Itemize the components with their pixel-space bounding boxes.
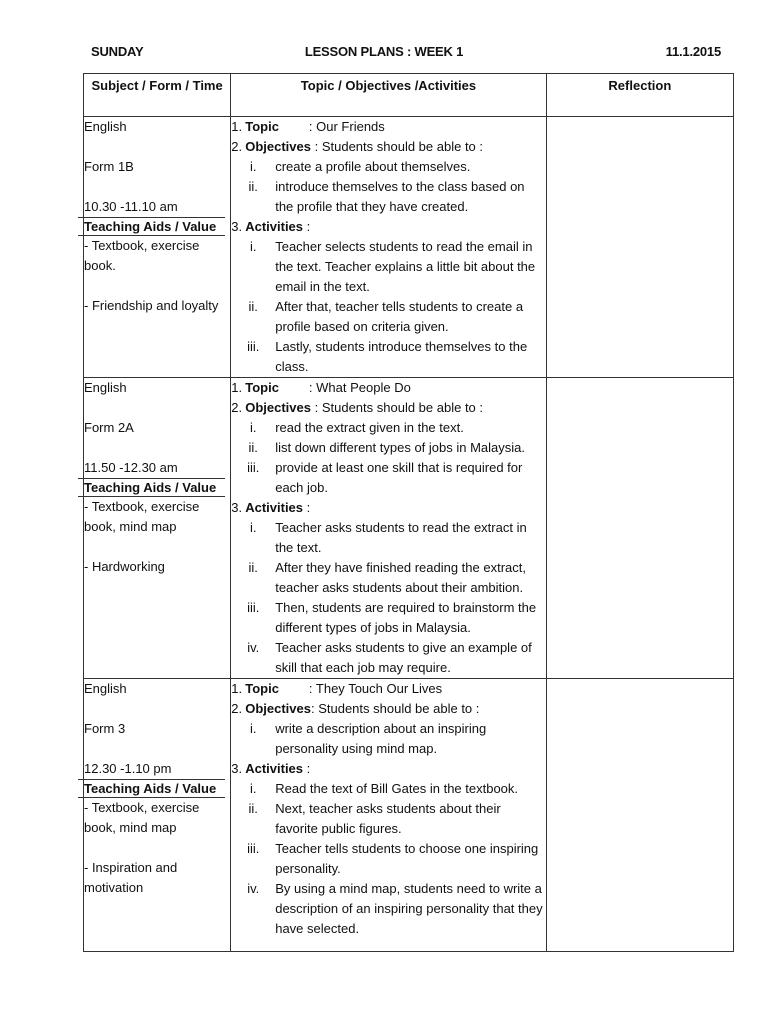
value-text: - Hardworking <box>84 559 165 574</box>
subject-cell <box>84 117 231 378</box>
column-header-topic: Topic / Objectives /Activities <box>231 74 546 117</box>
list-item: iii. provide at least one skill that is required for each job. <box>247 460 523 495</box>
form-text: Form 3 <box>84 721 126 736</box>
list-item: ii. Next, teacher asks students about their favorite public figures. <box>248 801 501 836</box>
activities-row: 3. Activities : <box>231 500 311 515</box>
aids-line-1: - Textbook, exercise <box>84 499 200 514</box>
reflection-cell <box>546 117 733 378</box>
list-item: iv. Teacher asks students to give an example of skill that each job may require. <box>247 640 532 675</box>
aids-line-2: book, mind map <box>84 820 177 835</box>
value-text: - Inspiration and <box>84 860 178 875</box>
list-item: ii. After that, teacher tells students to create a profile based on criteria given. <box>248 299 524 334</box>
list-item: i. write a description about an inspiring personality using mind map. <box>249 721 487 756</box>
reflection-cell <box>546 378 733 679</box>
objectives-row: 2. Objectives : Students should be able to : <box>231 139 484 154</box>
list-item: iii. Lastly, students introduce themselves to the class. <box>247 339 528 374</box>
topic-cell <box>231 679 546 952</box>
list-item: i. read the extract given in the text. <box>249 420 464 435</box>
table-header-row <box>84 74 734 117</box>
list-item: ii. introduce themselves to the class based on the profile that they have created. <box>248 179 525 214</box>
time-text: 12.30 -1.10 pm <box>84 761 172 776</box>
activities-row: 3. Activities : <box>231 219 311 234</box>
subject-cell <box>84 378 231 679</box>
header-title: LESSON PLANS : WEEK 1 <box>304 44 464 59</box>
subject-text: English <box>84 681 127 696</box>
subject-text: English <box>84 119 127 134</box>
subject-text: English <box>84 380 127 395</box>
teaching-aids-label: Teaching Aids / Value <box>78 478 225 497</box>
table-row <box>84 117 734 378</box>
reflection-cell <box>546 679 733 952</box>
form-text: Form 1B <box>84 159 134 174</box>
list-item: i. create a profile about themselves. <box>249 159 471 174</box>
list-item: i. Teacher asks students to read the extract in the text. <box>249 520 527 555</box>
aids-line-2: book. <box>84 258 116 273</box>
time-text: 11.50 -12.30 am <box>84 460 178 475</box>
value-text-2: motivation <box>84 880 144 895</box>
form-text: Form 2A <box>84 420 134 435</box>
topic-row: 1. Topic : They Touch Our Lives <box>231 679 545 699</box>
header-date: 11.1.2015 <box>665 44 721 59</box>
aids-line-1: - Textbook, exercise <box>84 800 200 815</box>
table-row <box>84 679 734 952</box>
header-day: SUNDAY <box>91 44 144 59</box>
list-item: i. Teacher selects students to read the email in the text. Teacher explains a little bit about the email in the text. <box>249 239 536 294</box>
objectives-row: 2. Objectives : Students should be able to : <box>231 701 480 716</box>
topic-row: 1. Topic : What People Do <box>231 378 545 398</box>
value-text: - Friendship and loyalty <box>84 298 219 313</box>
list-item: ii. list down different types of jobs in Malaysia. <box>248 440 525 455</box>
topic-text: : They Touch Our Lives <box>308 681 443 696</box>
topic-row: 1. Topic : Our Friends <box>231 117 545 137</box>
topic-text: : What People Do <box>308 380 411 395</box>
column-header-subject: Subject / Form / Time <box>84 74 231 117</box>
subject-cell <box>84 679 231 952</box>
topic-text: : Our Friends <box>308 119 385 134</box>
topic-cell <box>231 378 546 679</box>
list-item: ii. After they have finished reading the extract, teacher asks students about their ambition. <box>248 560 526 595</box>
list-item: iv. By using a mind map, students need to write a description of an inspiring personality that they have selected. <box>247 881 543 936</box>
list-item: i. Read the text of Bill Gates in the textbook. <box>249 781 519 796</box>
topic-cell <box>231 117 546 378</box>
table-row <box>84 378 734 679</box>
time-text: 10.30 -11.10 am <box>84 199 178 214</box>
objectives-row: 2. Objectives : Students should be able to : <box>231 400 484 415</box>
list-item: iii. Teacher tells students to choose one inspiring personality. <box>247 841 539 876</box>
aids-line-2: book, mind map <box>84 519 177 534</box>
aids-line-1: - Textbook, exercise <box>84 238 200 253</box>
column-header-reflection: Reflection <box>546 74 733 117</box>
list-item: iii. Then, students are required to brainstorm the different types of jobs in Malaysia. <box>247 600 537 635</box>
lesson-plan-table <box>83 73 734 952</box>
teaching-aids-label: Teaching Aids / Value <box>78 779 225 798</box>
teaching-aids-label: Teaching Aids / Value <box>78 217 225 236</box>
activities-row: 3. Activities : <box>231 761 311 776</box>
